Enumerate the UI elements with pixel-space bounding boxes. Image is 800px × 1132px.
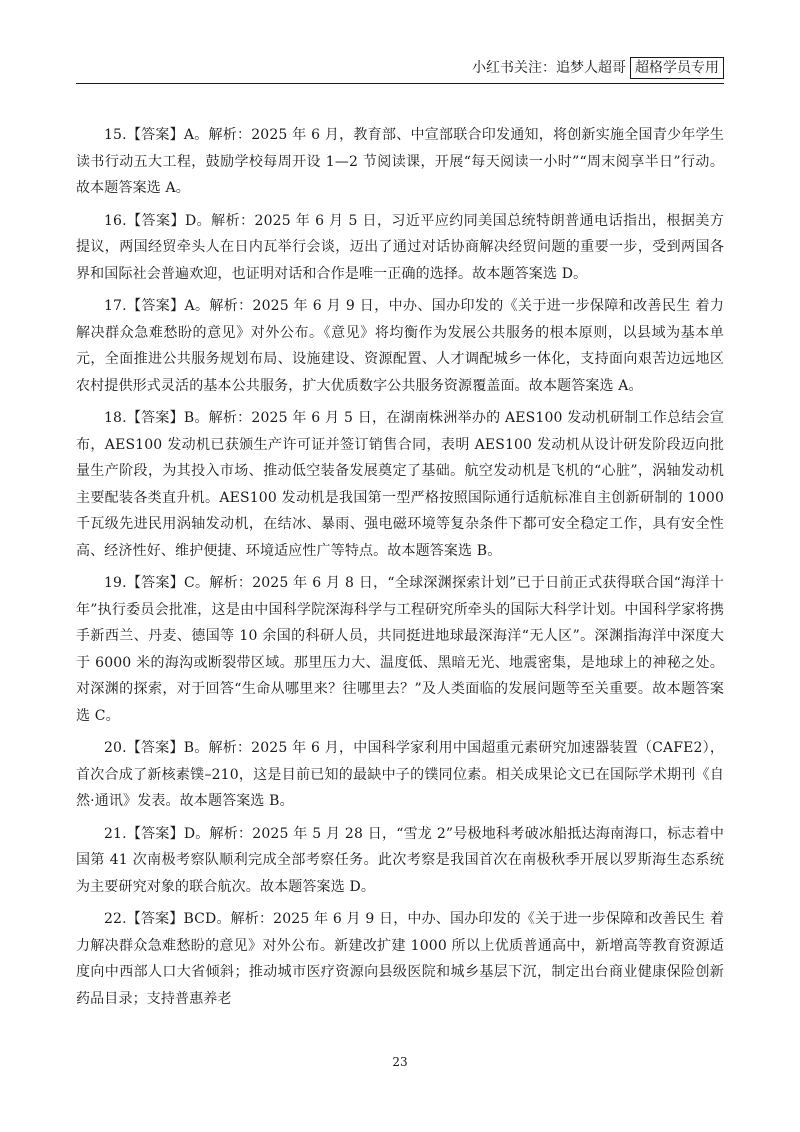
answer-item-18 (76, 405, 724, 564)
item-number: 22. (104, 911, 127, 927)
answer-text: B。解析：2025 年 6 月 5 日，在湖南株洲举办的 AES100 发动机研制工作总结会宣布，AES100 发动机已获颁生产许可证并签订销售合同，表明 AES100 发动机从设计研发阶段迈向批量生产阶段，为其投入市场、推动低空装备发展奠定了基础。航空发动机是飞机的“心脏”，涡轴发动机主要配装各类直升机。AES100 发动机是我国第一型严格按照国际通行适航标准自主创新研制的 1000 千瓦级先进民用涡轴发动机，在结冰、暴雨、强电磁环境等复杂条件下都可安全稳定工作，具有安全性高、经济性好、维护便捷、环境适应性广等特点。故本题答案选 B。 (76, 410, 724, 559)
answer-tag: 【答案】 (126, 825, 184, 842)
answer-tag: 【答案】 (126, 298, 185, 314)
answer-item-16 (76, 208, 724, 288)
answer-item-20 (76, 735, 724, 815)
answer-text: C。解析：2025 年 6 月 8 日，“全球深渊探索计划”已于日前正式获得联合国“海洋十年”执行委员会批准，这是由中国科学院深海科学与工程研究所牵头的国际大科学计划。中国科学家将携手新西兰、丹麦、德国等 10 余国的科研人员，共同挺进地球最深海洋“无人区”。深渊指海洋中深度大于 6000 米的海沟或断裂带区域。那里压力大、温度低、黑暗无光、地震密集，是地球上的神秘之处。对深渊的探索，对于回答“生命从哪里来？往哪里去？”及人类面临的发展问题等至关重要。故本题答案选 C。 (76, 575, 724, 724)
answer-text: A。解析：2025 年 6 月，教育部、中宣部联合印发通知，将创新实施全国青少年学生读书行动五大工程，鼓励学校每周开设 1—2 节阅读课，开展“每天阅读一小时”“周末阅享半日”行动。故本题答案选 A。 (76, 127, 724, 196)
answer-item-15 (76, 122, 724, 202)
item-number: 21. (104, 825, 127, 842)
answer-item-19 (76, 570, 724, 729)
answer-tag: 【答案】 (126, 740, 184, 756)
answer-tag: 【答案】 (126, 911, 184, 927)
item-number: 15. (104, 127, 127, 143)
header-boxed-label: 超格学员专用 (630, 57, 724, 79)
answer-tag: 【答案】 (126, 127, 184, 143)
item-number: 17. (104, 298, 127, 314)
answer-item-22 (76, 906, 724, 1012)
item-number: 16. (104, 212, 127, 229)
item-number: 19. (104, 575, 127, 591)
answer-item-21 (76, 821, 724, 901)
answer-tag: 【答案】 (126, 575, 185, 591)
header-account-text: 小红书关注：追梦人超哥 (472, 60, 626, 76)
answer-text: B。解析：2025 年 6 月，中国科学家利用中国超重元素研究加速器装置（CAFE2），首次合成了新核素镤–210，这是目前已知的最缺中子的镤同位素。相关成果论文已在国际学术期刊《自然·通讯》发表。故本题答案选 B。 (76, 740, 724, 809)
page-number: 23 (392, 1055, 408, 1069)
page-header (472, 57, 724, 79)
header-rule (76, 83, 724, 84)
item-number: 20. (104, 740, 127, 756)
answer-item-17 (76, 293, 724, 399)
answer-text: D。解析：2025 年 5 月 28 日，“雪龙 2”号极地科考破冰船抵达海南海口，标志着中国第 41 次南极考察队顺利完成全部考察任务。此次考察是我国首次在南极秋季开展以罗斯海生态系统为主要研究对象的联合航次。故本题答案选 D。 (76, 825, 724, 895)
item-number: 18. (104, 410, 127, 426)
answer-text: D。解析：2025 年 6 月 5 日，习近平应约同美国总统特朗普通电话指出，根据美方提议，两国经贸牵头人在日内瓦举行会谈，迈出了通过对话协商解决经贸问题的重要一步，受到两国各界和国际社会普遍欢迎，也证明对话和合作是唯一正确的选择。故本题答案选 D。 (76, 212, 724, 282)
answer-tag: 【答案】 (126, 212, 185, 229)
answer-text: A。解析：2025 年 6 月 9 日，中办、国办印发的《关于进一步保障和改善民生 着力解决群众急难愁盼的意见》对外公布。《意见》将均衡作为发展公共服务的根本原则，以县域为基本单元，全面推进公共服务规划布局、设施建设、资源配置、人才调配城乡一体化，支持面向艰苦边远地区农村提供形式灵活的基本公共服务，扩大优质数字公共服务资源覆盖面。故本题答案选 A。 (76, 298, 724, 394)
answer-text: BCD。解析：2025 年 6 月 9 日，中办、国办印发的《关于进一步保障和改善民生 着力解决群众急难愁盼的意见》对外公布。新建改扩建 1000 所以上优质普通高中，新增高等教育资源适度向中西部人口大省倾斜；推动城市医疗资源向县级医院和城乡基层下沉，制定出台商业健康保险创新药品目录；支持普惠养老 (76, 911, 724, 1007)
answer-tag: 【答案】 (126, 410, 184, 426)
answer-explanations (76, 122, 724, 1018)
